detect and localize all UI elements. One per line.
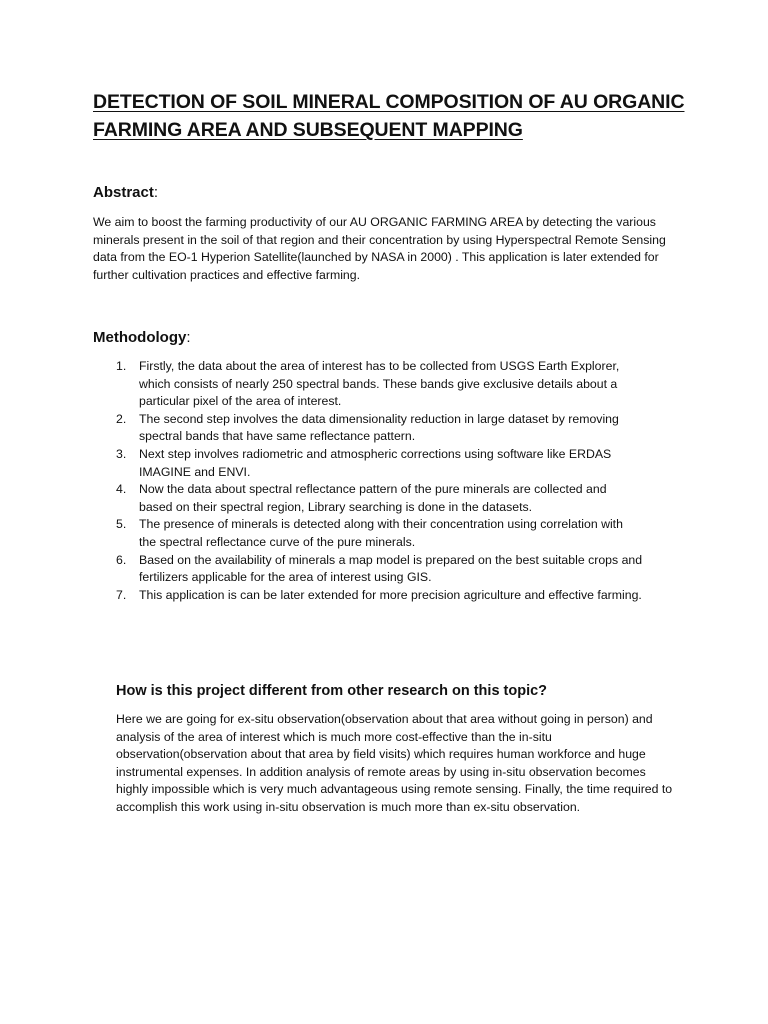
abstract-heading-colon: : — [153, 184, 159, 201]
step-number: 2. — [116, 411, 127, 426]
methodology-step — [93, 481, 643, 516]
methodology-step — [93, 446, 643, 481]
step-number: 4. — [116, 482, 127, 497]
methodology-heading — [93, 328, 191, 348]
abstract-text: We aim to boost the farming productivity of our AU ORGANIC FARMING AREA by detecting the various minerals present in the soil of that region and their concentration by using Hyperspectral Remote Sensing data from the EO-1 Hyperion Satellite(launched by NASA in 2000) . This application is later extended for further cultivation practices and effective farming. — [93, 215, 666, 282]
methodology-step — [93, 552, 649, 587]
difference-heading: How is this project different from other research on this topic? — [116, 683, 548, 699]
step-text: This application is can be later extended for more precision agriculture and effective farming. — [139, 587, 642, 602]
step-text: The presence of minerals is detected along with their concentration using correlation with the spectral reflectance curve of the pure minerals. — [139, 517, 623, 549]
methodology-step — [93, 516, 643, 551]
abstract-heading — [93, 183, 158, 203]
step-text: Based on the availability of minerals a map model is prepared on the best suitable crops and fertilizers applicable for the area of interest using GIS. — [139, 552, 643, 585]
methodology-heading-label: Methodology — [93, 329, 187, 346]
methodology-heading-colon: : — [186, 329, 191, 346]
methodology-list — [93, 358, 693, 604]
step-text: Now the data about spectral reflectance pattern of the pure minerals are collected and based on their spectral region, Library searching is done in the datasets. — [139, 482, 607, 514]
step-number: 6. — [116, 552, 127, 567]
step-text: Next step involves radiometric and atmospheric corrections using software like ERDAS IMAGINE and ENVI. — [139, 446, 612, 479]
step-number: 1. — [116, 359, 127, 373]
step-number: 3. — [116, 446, 127, 461]
step-number: 7. — [116, 587, 127, 602]
methodology-step — [93, 358, 643, 411]
methodology-step — [93, 411, 643, 446]
difference-text: Here we are going for ex-situ observation(observation about that area without going in person) and analysis of the area of interest which is much more cost-effective than the in-situ observation(observation about that area by field visits) which requires human workforce and huge instrumental expenses. In addition analysis of remote areas by using in-situ observation becomes highly impossible which is very much advantageous using remote sensing. Finally, the time required to accomplish this work using in-situ observation is much more than ex-situ observation. — [116, 712, 673, 814]
document-title: DETECTION OF SOIL MINERAL COMPOSITION OF AU ORGANIC FARMING AREA AND SUBSEQUENT MAPPING — [93, 91, 685, 141]
step-text: Firstly, the data about the area of interest has to be collected from USGS Earth Explorer, which consists of nearly 250 spectral bands. These bands give exclusive details about a particular pixel of the area of interest. — [139, 359, 620, 409]
methodology-step — [93, 587, 699, 605]
step-text: The second step involves the data dimensionality reduction in large dataset by removing spectral bands that have same reflectance pattern. — [139, 411, 619, 444]
step-number: 5. — [116, 517, 127, 532]
abstract-heading-label: Abstract — [93, 184, 154, 201]
